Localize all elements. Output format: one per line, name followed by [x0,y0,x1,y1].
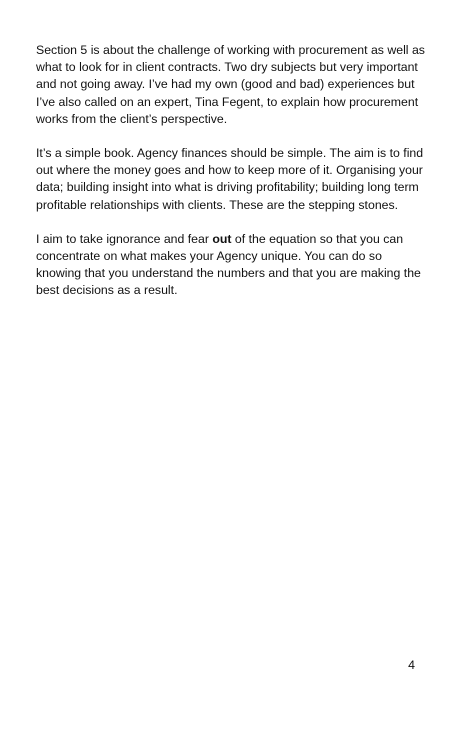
emphasis-out: out [212,231,232,246]
paragraph-ignorance-fear [36,231,426,300]
paragraph-procurement: Section 5 is about the challenge of working with procurement as well as what to look for in client contracts. Two dry subjects but very important and not going away. I’ve had my own (good and bad) experiences but I’ve also called on an expert, Tina Fegent, to explain how procurement works from the client’s perspective. [36,43,425,126]
body-text [36,42,426,317]
paragraph-text-after: of the equation so that you can concentrate on what makes your Agency unique. You can do so knowing that you understand the numbers and that you are making the best decisions as a result. [36,231,421,298]
paragraph-text-before: I aim to take ignorance and fear [36,231,213,246]
paragraph-simple-book: It’s a simple book. Agency finances should be simple. The aim is to find out where the money goes and how to keep more of it. Organising your data; building insight into what is driving profitability; building long term profitable relationships with clients. These are the stepping stones. [36,146,424,212]
page-number: 4 [408,658,415,672]
